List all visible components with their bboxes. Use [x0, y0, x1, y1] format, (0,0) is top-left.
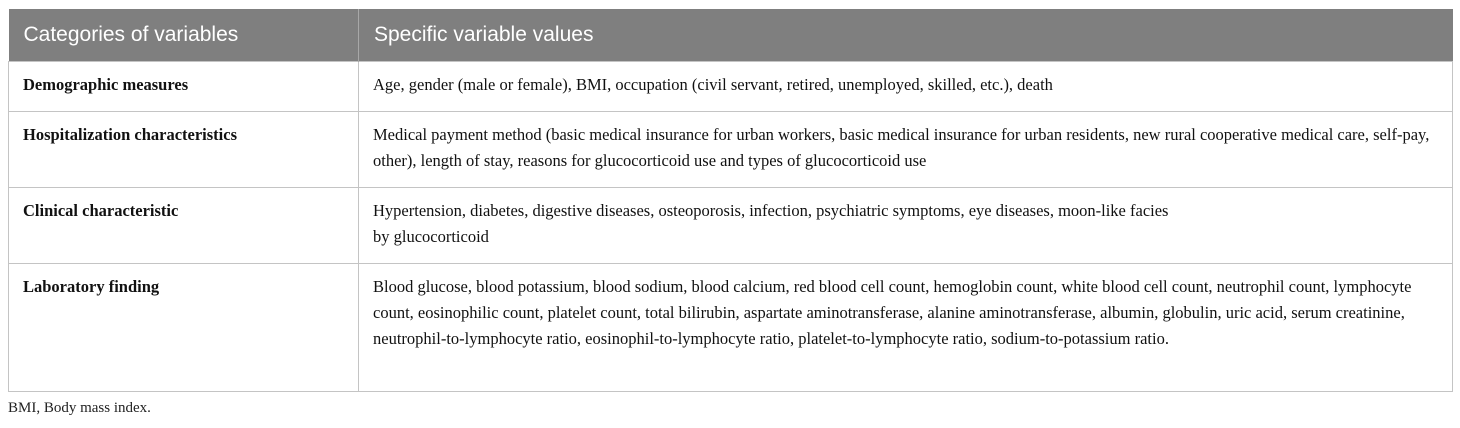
row-category: Clinical characteristic [9, 188, 359, 264]
table-row [9, 188, 1453, 264]
row-values-line: Hypertension, diabetes, digestive diseases, osteoporosis, infection, psychiatric symptoms, eye diseases, moon-like facies [373, 201, 1169, 220]
row-values: Blood glucose, blood potassium, blood sodium, blood calcium, red blood cell count, hemoglobin count, white blood cell count, neutrophil count, lymphocyte count, eosinophilic count, platelet count, total bilirubin, aspartate aminotransferase, alanine aminotransferase, albumin, globulin, uric acid, serum creatinine, neutrophil-to-lymphocyte ratio, eosinophil-to-lymphocyte ratio, platelet-to-lymphocyte ratio, sodium-to-potassium ratio. [359, 264, 1453, 392]
header-categories: Categories of variables [9, 9, 359, 62]
row-values-line: by glucocorticoid [373, 227, 489, 246]
row-values [359, 188, 1453, 264]
table-row [9, 264, 1453, 392]
table-row [9, 112, 1453, 188]
row-values: Medical payment method (basic medical insurance for urban workers, basic medical insurance for urban residents, new rural cooperative medical care, self-pay, other), length of stay, reasons for glucocorticoid use and types of glucocorticoid use [359, 112, 1453, 188]
variables-table [8, 9, 1453, 392]
table-row [9, 62, 1453, 112]
header-specific-values: Specific variable values [359, 9, 1453, 62]
variables-table-container [8, 9, 1452, 392]
row-category: Laboratory finding [9, 264, 359, 392]
table-footnote: BMI, Body mass index. [8, 400, 151, 416]
row-values: Age, gender (male or female), BMI, occupation (civil servant, retired, unemployed, skilled, etc.), death [359, 62, 1453, 112]
table-header-row [9, 9, 1453, 62]
row-category: Demographic measures [9, 62, 359, 112]
row-category: Hospitalization characteristics [9, 112, 359, 188]
